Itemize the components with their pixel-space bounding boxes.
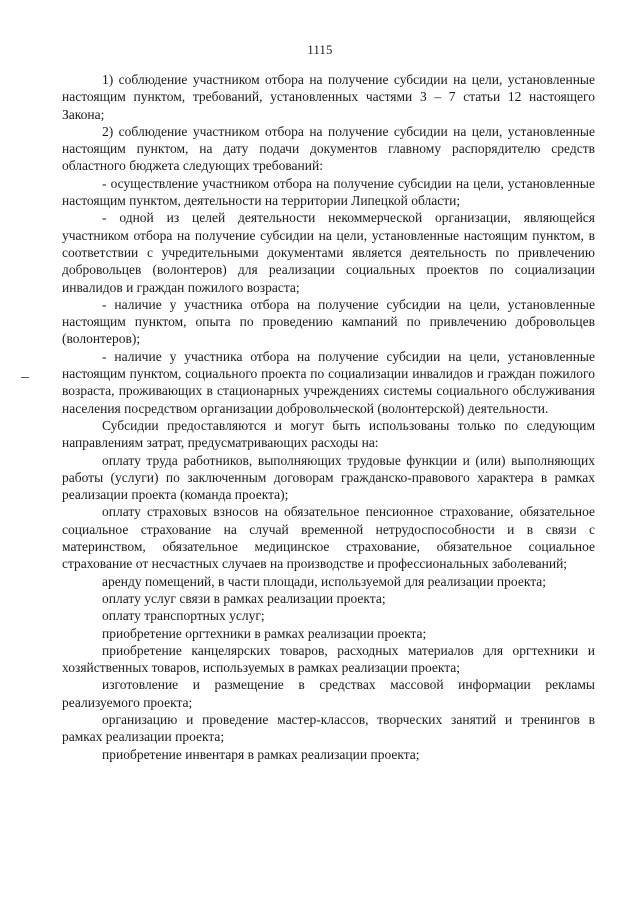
paragraph: изготовление и размещение в средствах массовой информации рекламы реализуемого проекта; — [62, 677, 595, 710]
paragraph: - наличие у участника отбора на получение субсидии на цели, установленные настоящим пунктом, социального проекта по социализации инвалидов и граждан пожилого возраста, проживающих в стационарных учреждениях системы социального обслуживания населения посредством организации добровольческой (волонтерской) деятельности. — [62, 348, 595, 416]
paragraph: - наличие у участника отбора на получение субсидии на цели, установленные настоящим пунктом, опыта по проведению кампаний по привлечению добровольцев (волонтеров); — [62, 296, 595, 347]
paragraph: организацию и проведение мастер-классов, творческих занятий и тренингов в рамках реализации проекта; — [62, 711, 595, 745]
paragraph: - осуществление участником отбора на получение субсидии на цели, установленные настоящим пунктом, деятельности на территории Липецкой области; — [62, 175, 595, 209]
paragraph: оплату услуг связи в рамках реализации проекта; — [102, 590, 386, 606]
paragraph: 1) соблюдение участником отбора на получение субсидии на цели, установленные настоящим пунктом, требований, установленных частями 3 – 7 статьи 12 настоящего Закона; — [62, 72, 595, 122]
paragraph: оплату страховых взносов на обязательное пенсионное страхование, обязательное социальное страхование на случай временной нетрудоспособности и в связи с материнством, обязательное медицинское страхование, обязательное социальное страхование от несчастных случаев на производстве и профессиональных заболеваний; — [62, 504, 595, 572]
page-number: 1115 — [307, 43, 333, 57]
paragraph: - одной из целей деятельности некоммерческой организации, являющейся участником отбора на получение субсидии на цели, установленные настоящим пунктом, в соответствии с учредительными документами является деятельность по привлечению добровольцев (волонтеров) для реализации социальных проектов по социализации инвалидов и граждан пожилого возраста; — [62, 210, 595, 295]
margin-mark — [21, 377, 29, 378]
paragraph: приобретение канцелярских товаров, расходных материалов для оргтехники и хозяйственных товаров, используемых в рамках реализации проекта; — [62, 642, 595, 676]
paragraph: Субсидии предоставляются и могут быть использованы только по следующим направлениям затрат, предусматривающих расходы на: — [62, 417, 595, 451]
paragraph: аренду помещений, в части площади, используемой для реализации проекта; — [102, 573, 547, 589]
paragraph: 2) соблюдение участником отбора на получение субсидии на цели, установленные настоящим пунктом, на дату подачи документов главному распорядителю средств областного бюджета следующих требований: — [62, 123, 595, 174]
document-body — [62, 71, 595, 763]
paragraph: приобретение инвентаря в рамках реализации проекта; — [102, 746, 420, 762]
paragraph: оплату труда работников, выполняющих трудовые функции и (или) выполняющих работы (услуги) по заключенным договорам гражданско-правового характера в рамках реализации проекта (команда проекта); — [62, 452, 595, 503]
paragraph: оплату транспортных услуг; — [102, 608, 265, 624]
paragraph: приобретение оргтехники в рамках реализации проекта; — [102, 625, 427, 641]
